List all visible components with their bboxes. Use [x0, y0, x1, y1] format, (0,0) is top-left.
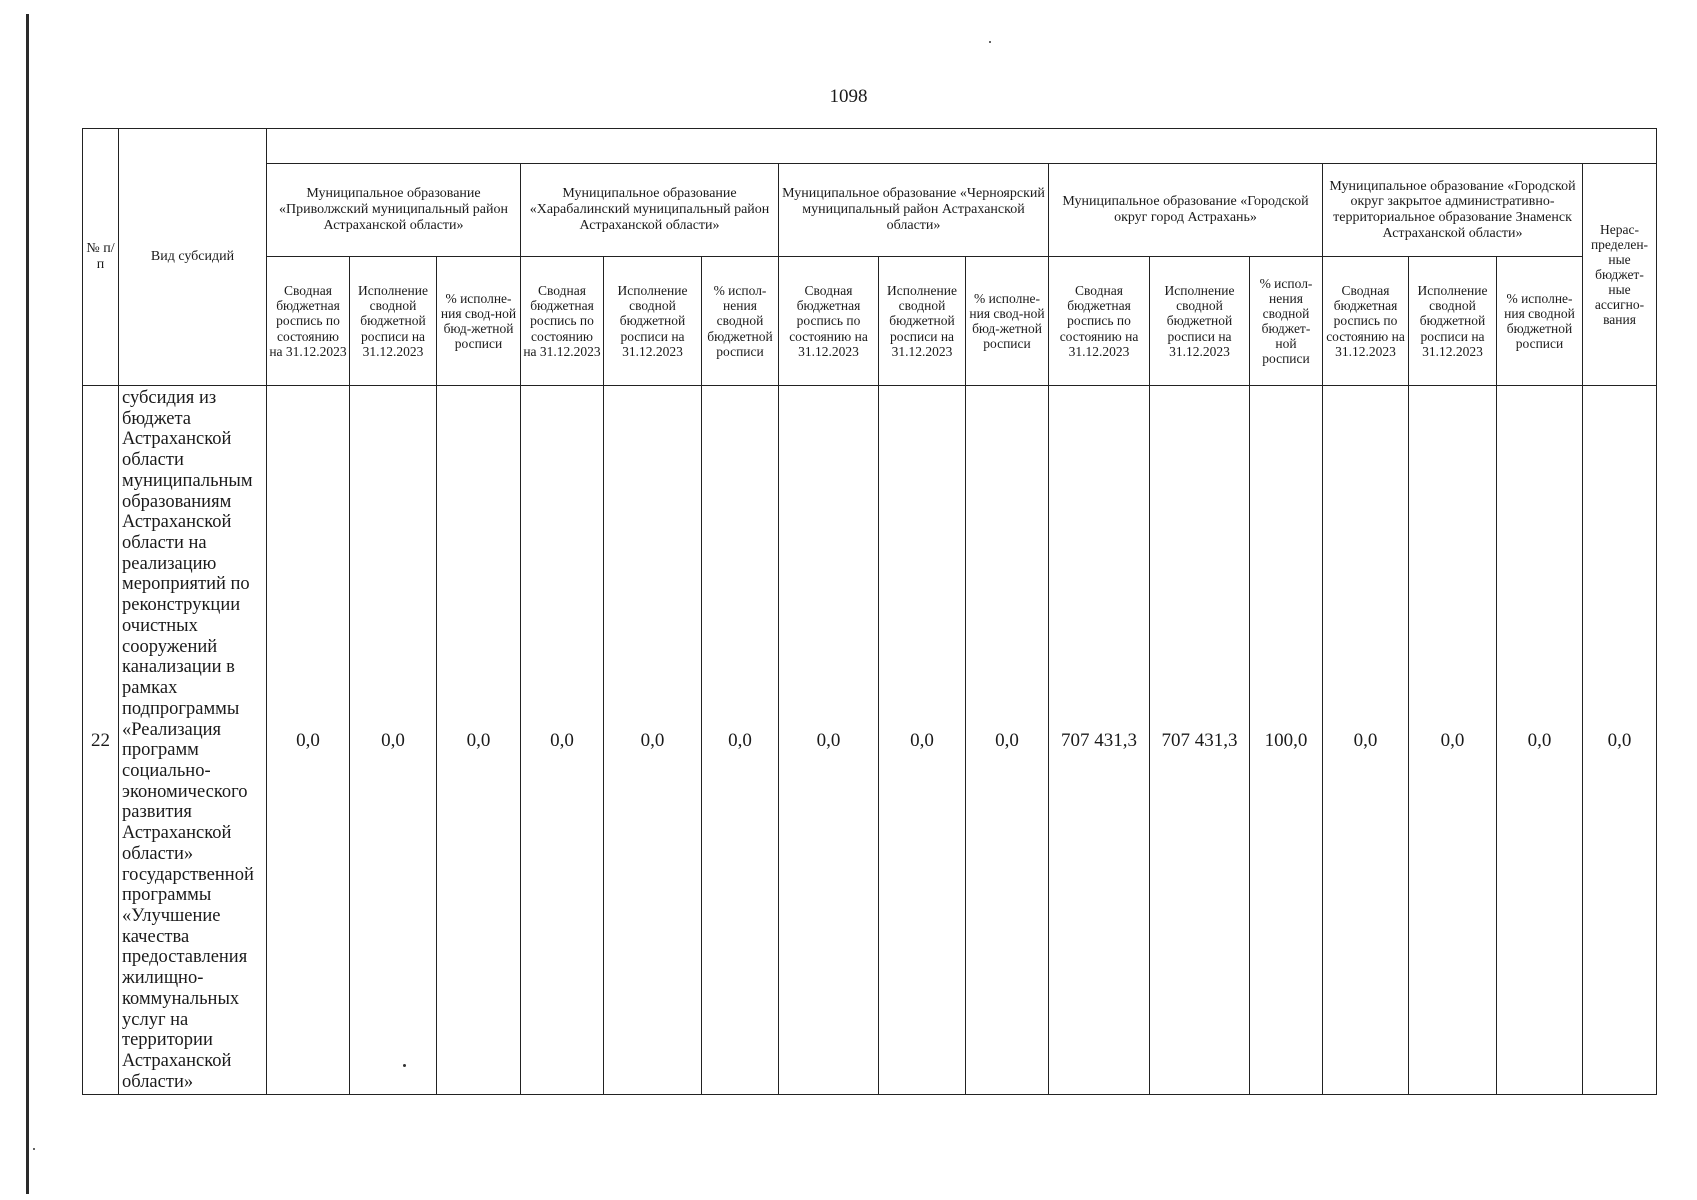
- subcol-execution: Исполнение сводной бюджетной росписи на 31.12.2023: [1409, 257, 1497, 386]
- subcol-execution: Исполнение сводной бюджетной росписи на 31.12.2023: [1150, 257, 1250, 386]
- value-cell: 0,0: [779, 386, 879, 1095]
- col-header-unallocated: Нерас-пределен-ные бюджет-ные ассигно-вания: [1583, 164, 1657, 386]
- value-cell: 100,0: [1250, 386, 1323, 1095]
- subcol-execution: Исполнение сводной бюджетной росписи на 31.12.2023: [879, 257, 966, 386]
- subcol-execution: Исполнение сводной бюджетной росписи на 31.12.2023: [350, 257, 437, 386]
- subcol-percent: % испол-нения сводной бюджетной росписи: [702, 257, 779, 386]
- subcol-plan: Сводная бюджетная роспись по состоянию на 31.12.2023: [1323, 257, 1409, 386]
- value-cell: 0,0: [1497, 386, 1583, 1095]
- value-cell: 0,0: [1323, 386, 1409, 1095]
- binder-edge-line: [26, 14, 29, 1194]
- row-description: субсидия из бюджета Астраханской области муниципальным образованиям Астраханской области на реализацию мероприятий по реконструкции очистных сооружений канализации в рамках подпрограммы «Реализация программ социально-экономического развития Астраханской области» государственной программы «Улучшение качества предоставления жилищно-коммунальных услуг на территории Астраханской области»: [119, 386, 267, 1095]
- group-header-chernoyarsky: Муниципальное образование «Черноярский муниципальный район Астраханской области»: [779, 164, 1049, 257]
- col-header-subsidy-type: Вид субсидий: [119, 129, 267, 386]
- value-cell: 707 431,3: [1049, 386, 1150, 1095]
- col-header-number: № п/п: [83, 129, 119, 386]
- group-header-znamensk: Муниципальное образование «Городской округ закрытое административно-территориальное образование Знаменск Астраханской области»: [1323, 164, 1583, 257]
- scan-speck: [33, 1148, 35, 1150]
- group-header-astrakhan-city: Муниципальное образование «Городской округ город Астрахань»: [1049, 164, 1323, 257]
- value-cell: 0,0: [267, 386, 350, 1095]
- value-cell: 0,0: [350, 386, 437, 1095]
- group-header-privolzhsky: Муниципальное образование «Приволжский муниципальный район Астраханской области»: [267, 164, 521, 257]
- value-cell: 0,0: [1583, 386, 1657, 1095]
- scan-speck: [403, 1064, 406, 1067]
- header-spanning-blank: [267, 129, 1657, 164]
- value-cell: 707 431,3: [1150, 386, 1250, 1095]
- page-number: 1098: [829, 86, 868, 107]
- header-row-subcols: [83, 257, 1657, 386]
- subcol-plan: Сводная бюджетная роспись по состоянию на 31.12.2023: [779, 257, 879, 386]
- subcol-plan: Сводная бюджетная роспись по состоянию на 31.12.2023: [521, 257, 604, 386]
- value-cell: 0,0: [521, 386, 604, 1095]
- subsidy-table: [82, 128, 1657, 1095]
- subcol-percent: % исполне-ния свод-ной бюд-жетной росписи: [966, 257, 1049, 386]
- header-row-top: [83, 129, 1657, 164]
- subcol-execution: Исполнение сводной бюджетной росписи на 31.12.2023: [604, 257, 702, 386]
- header-row-groups: [83, 164, 1657, 257]
- subcol-plan: Сводная бюджетная роспись по состоянию на 31.12.2023: [1049, 257, 1150, 386]
- value-cell: 0,0: [437, 386, 521, 1095]
- value-cell: 0,0: [966, 386, 1049, 1095]
- scan-speck: [989, 41, 991, 43]
- subcol-plan: Сводная бюджетная роспись по состоянию на 31.12.2023: [267, 257, 350, 386]
- subcol-percent: % исполне-ния свод-ной бюд-жетной росписи: [437, 257, 521, 386]
- value-cell: 0,0: [1409, 386, 1497, 1095]
- table-row: [83, 386, 1657, 1095]
- row-number: 22: [83, 386, 119, 1095]
- value-cell: 0,0: [879, 386, 966, 1095]
- value-cell: 0,0: [702, 386, 779, 1095]
- subcol-percent: % испол-нения сводной бюджет-ной росписи: [1250, 257, 1323, 386]
- subcol-percent: % исполне-ния сводной бюджетной росписи: [1497, 257, 1583, 386]
- group-header-kharabalinsky: Муниципальное образование «Харабалинский муниципальный район Астраханской области»: [521, 164, 779, 257]
- value-cell: 0,0: [604, 386, 702, 1095]
